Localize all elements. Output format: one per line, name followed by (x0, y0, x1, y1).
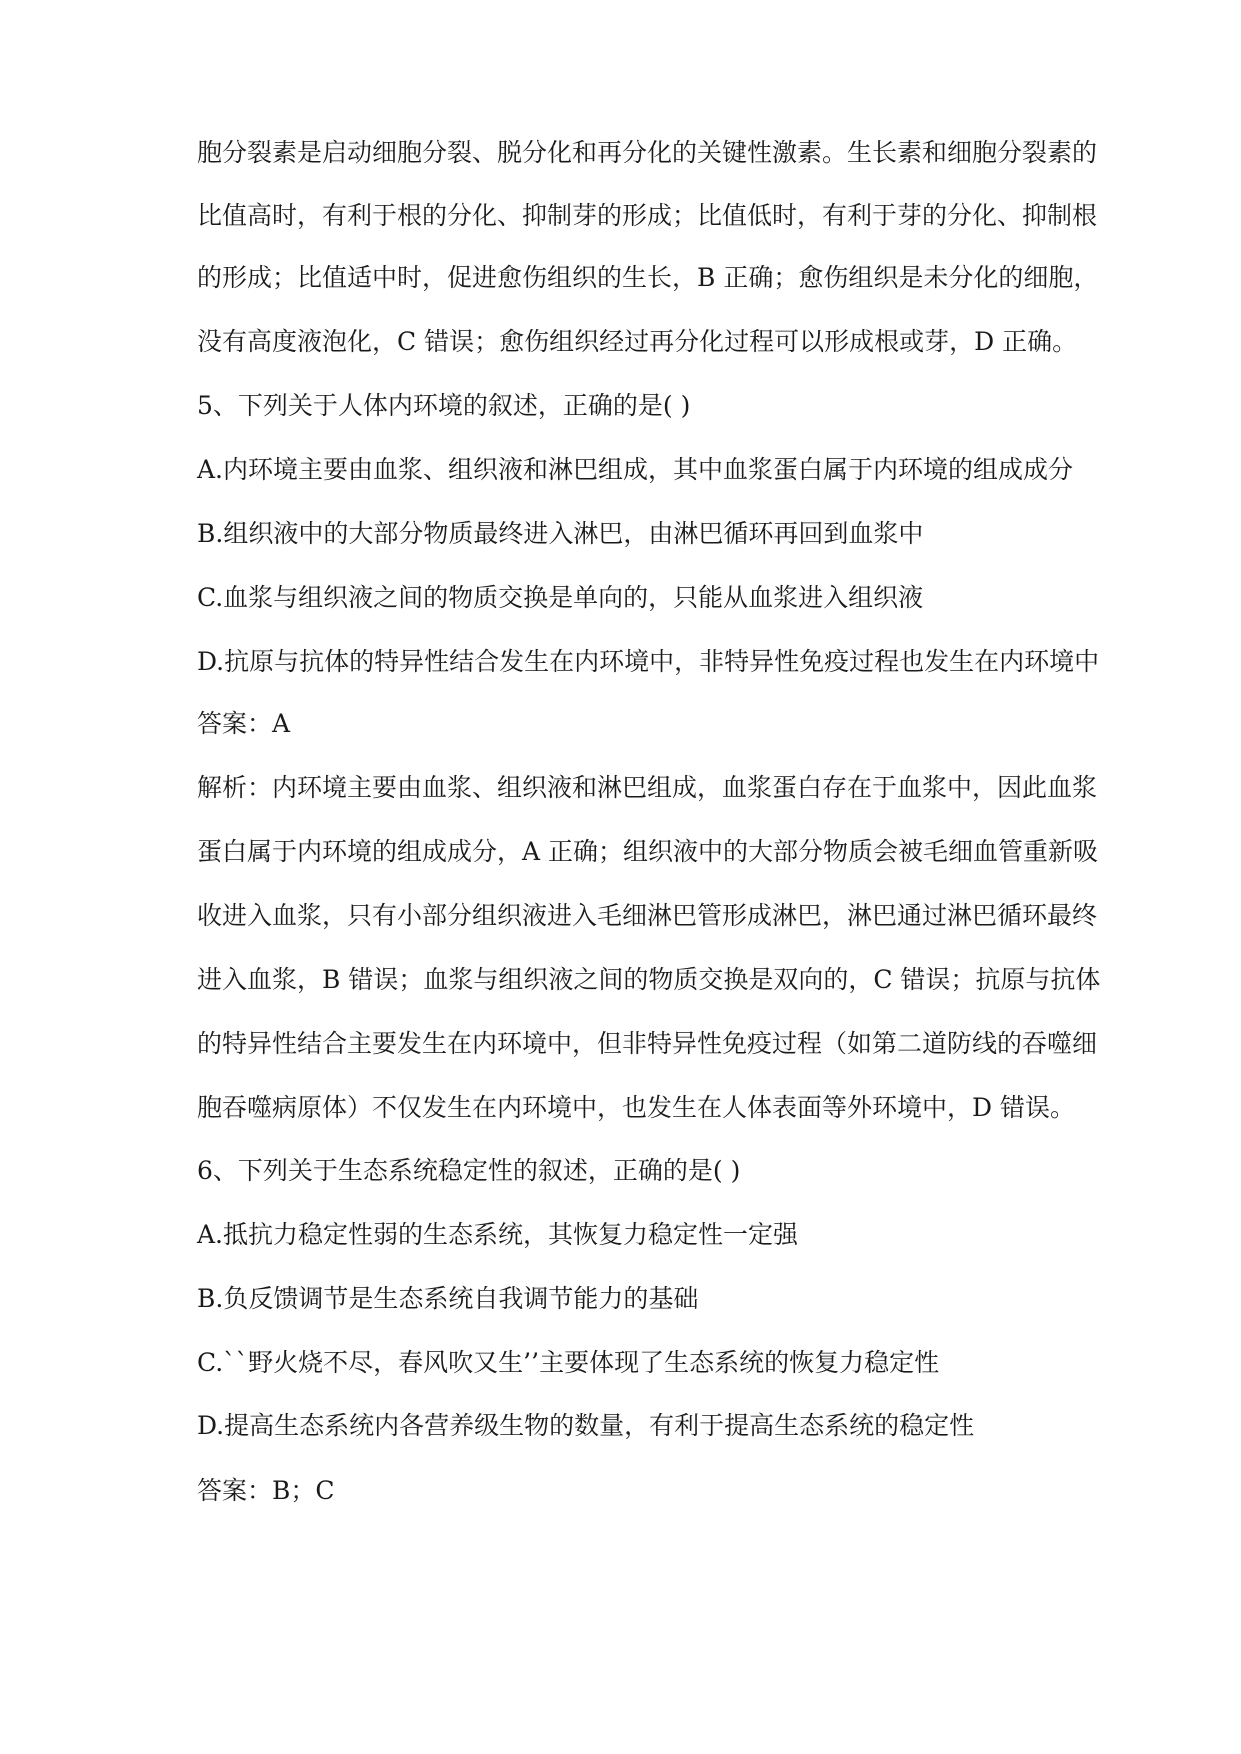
text-line: 的形成；比值适中时，促进愈伤组织的生长，B 正确；愈伤组织是未分化的细胞， (197, 263, 1099, 292)
answer-line: 答案：A (197, 709, 291, 738)
option-d: D.抗原与抗体的特异性结合发生在内环境中，非特异性免疫过程也发生在内环境中 (197, 647, 1100, 676)
option-d: D.提高生态系统内各营养级生物的数量，有利于提高生态系统的稳定性 (197, 1411, 975, 1440)
option-b: B.组织液中的大部分物质最终进入淋巴，由淋巴循环再回到血浆中 (197, 519, 924, 548)
explanation-line: 蛋白属于内环境的组成成分，A 正确；组织液中的大部分物质会被毛细血管重新吸 (197, 837, 1099, 866)
explanation-line: 收进入血浆，只有小部分组织液进入毛细淋巴管形成淋巴，淋巴通过淋巴循环最终 (197, 901, 1098, 930)
text-line: 胞分裂素是启动细胞分裂、脱分化和再分化的关键性激素。生长素和细胞分裂素的 (197, 138, 1098, 167)
explanation-line: 的特异性结合主要发生在内环境中，但非特异性免疫过程（如第二道防线的吞噬细 (197, 1029, 1098, 1058)
explanation-line: 胞吞噬病原体）不仅发生在内环境中，也发生在人体表面等外环境中，D 错误。 (197, 1093, 1075, 1122)
option-c: C.血浆与组织液之间的物质交换是单向的，只能从血浆进入组织液 (197, 583, 924, 612)
option-b: B.负反馈调节是生态系统自我调节能力的基础 (197, 1284, 699, 1313)
text-line: 没有高度液泡化，C 错误；愈伤组织经过再分化过程可以形成根或芽，D 正确。 (197, 327, 1078, 356)
question-heading: 5、下列关于人体内环境的叙述，正确的是( ) (197, 391, 691, 420)
answer-line: 答案：B；C (197, 1476, 335, 1505)
explanation-line: 解析：内环境主要由血浆、组织液和淋巴组成，血浆蛋白存在于血浆中，因此血浆 (197, 773, 1098, 802)
text-line: 比值高时，有利于根的分化、抑制芽的形成；比值低时，有利于芽的分化、抑制根 (197, 201, 1098, 230)
option-a: A.内环境主要由血浆、组织液和淋巴组成，其中血浆蛋白属于内环境的组成成分 (197, 455, 1074, 484)
option-c: C.``野火烧不尽，春风吹又生’’主要体现了生态系统的恢复力稳定性 (197, 1348, 940, 1377)
question-heading: 6、下列关于生态系统稳定性的叙述，正确的是( ) (197, 1156, 741, 1185)
explanation-line: 进入血浆，B 错误；血浆与组织液之间的物质交换是双向的，C 错误；抗原与抗体 (197, 965, 1101, 994)
option-a: A.抵抗力稳定性弱的生态系统，其恢复力稳定性一定强 (197, 1220, 799, 1249)
